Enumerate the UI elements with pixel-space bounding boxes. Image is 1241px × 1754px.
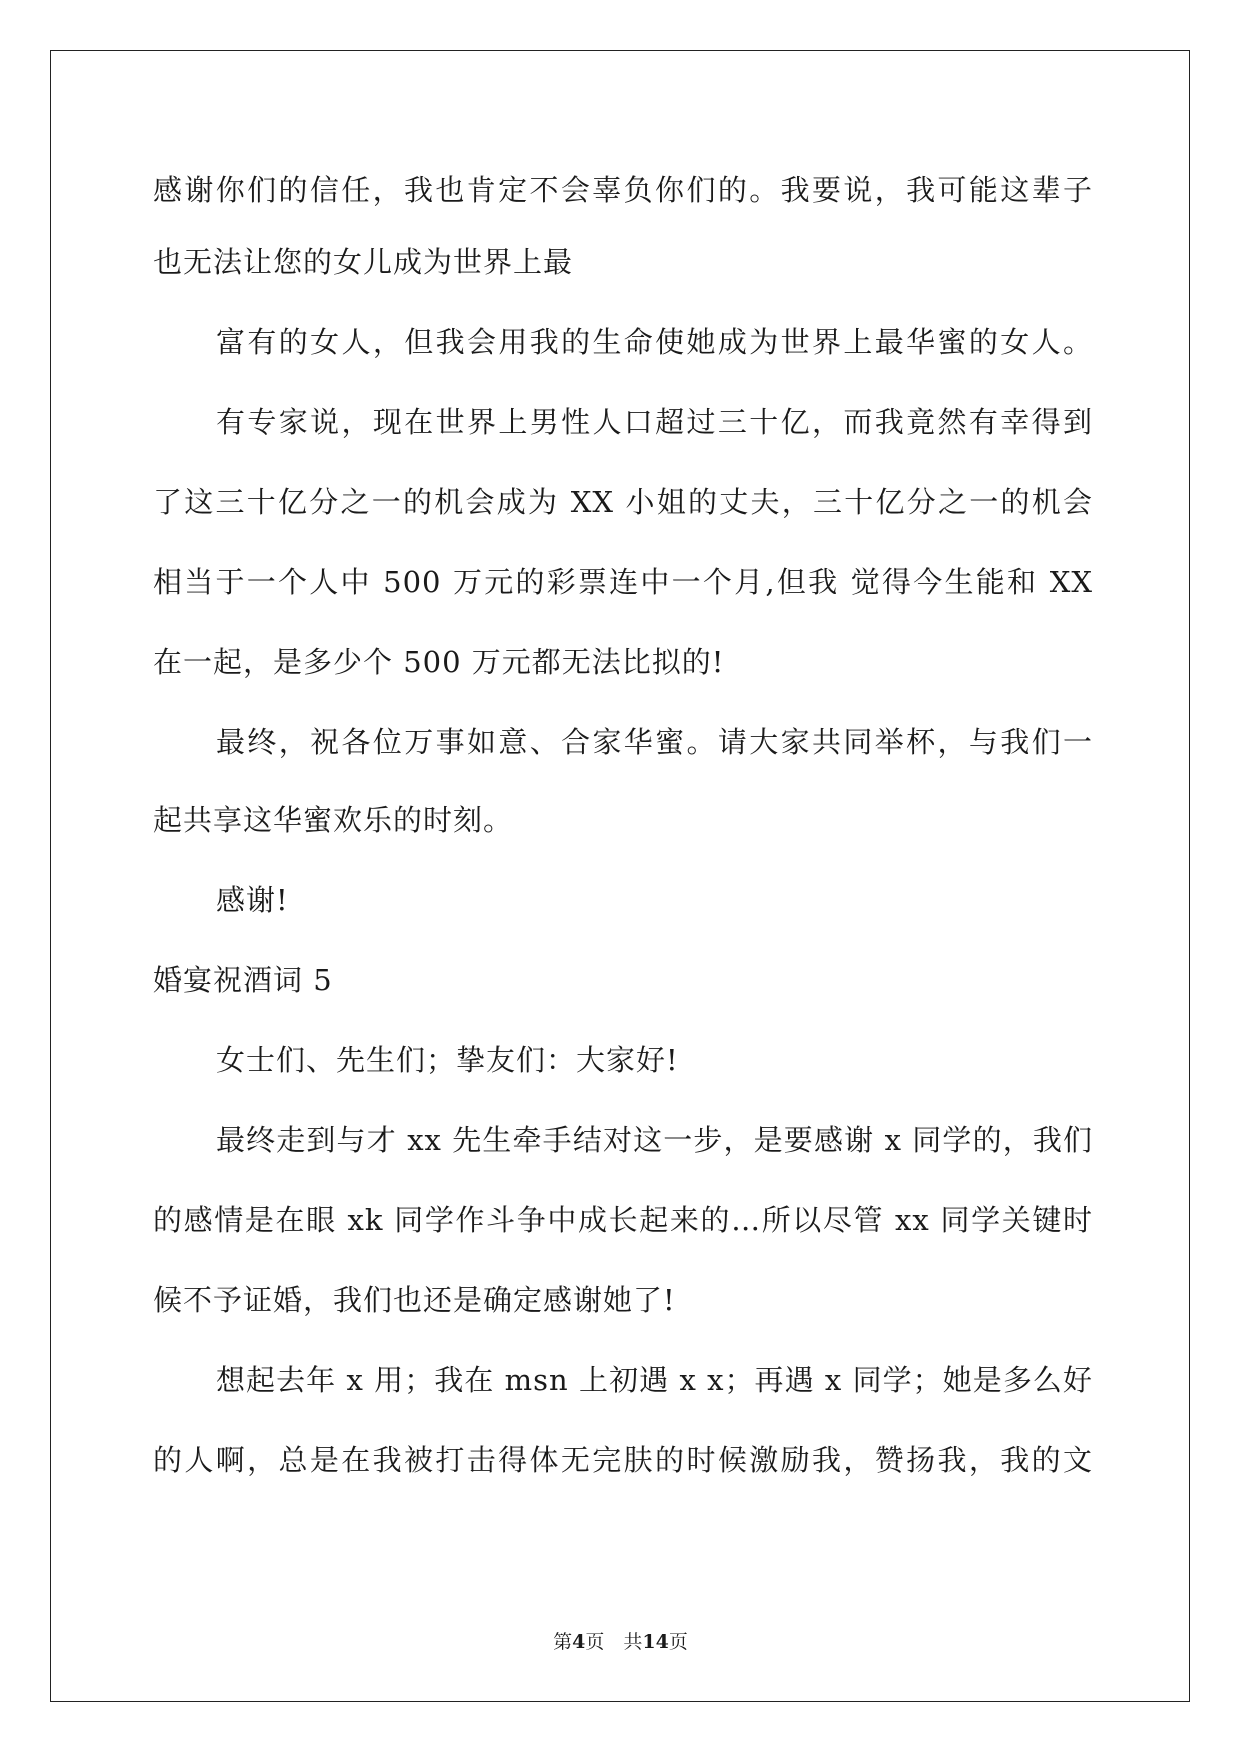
current-page-number: 4 [572, 1631, 586, 1653]
text-line: 在一起，是多少个 500 万元都无法比拟的! [153, 645, 725, 679]
text-line: 想起去年 x 用；我在 msn 上初遇 x x；再遇 x 同学；她是多么好 [216, 1363, 1093, 1397]
text-line: 相当于一个人中 500 万元的彩票连中一个月,但我 觉得今生能和 XX [153, 565, 1093, 599]
section-heading: 婚宴祝酒词 5 [153, 963, 333, 997]
page-footer [0, 1630, 1241, 1654]
text-line: 最终，祝各位万事如意、合家华蜜。请大家共同举杯，与我们一 [216, 725, 1093, 759]
footer-prefix: 第 [553, 1631, 573, 1653]
footer-suffix: 页 [668, 1631, 688, 1653]
text-line: 的感情是在眼 xk 同学作斗争中成长起来的…所以尽管 xx 同学关键时 [153, 1203, 1093, 1237]
text-line: 女士们、先生们；挚友们：大家好! [216, 1043, 679, 1077]
text-line: 感谢! [216, 883, 289, 917]
text-line: 最终走到与才 xx 先生牵手结对这一步，是要感谢 x 同学的，我们 [216, 1123, 1093, 1157]
text-line: 富有的女人，但我会用我的生命使她成为世界上最华蜜的女人。 [216, 325, 1093, 359]
text-line: 候不予证婚，我们也还是确定感谢她了! [153, 1283, 676, 1317]
total-page-number: 14 [642, 1631, 669, 1653]
text-line: 起共享这华蜜欢乐的时刻。 [153, 803, 514, 837]
text-line: 了这三十亿分之一的机会成为 XX 小姐的丈夫，三十亿分之一的机会 [153, 485, 1093, 519]
text-line: 有专家说，现在世界上男性人口超过三十亿，而我竟然有幸得到 [216, 405, 1093, 439]
text-line: 的人啊，总是在我被打击得体无完肤的时候激励我，赞扬我，我的文 [153, 1443, 1093, 1477]
text-line: 感谢你们的信任，我也肯定不会辜负你们的。我要说，我可能这辈子 [153, 173, 1093, 207]
text-line: 也无法让您的女儿成为世界上最 [153, 245, 574, 279]
footer-middle: 页 共 [585, 1631, 643, 1653]
